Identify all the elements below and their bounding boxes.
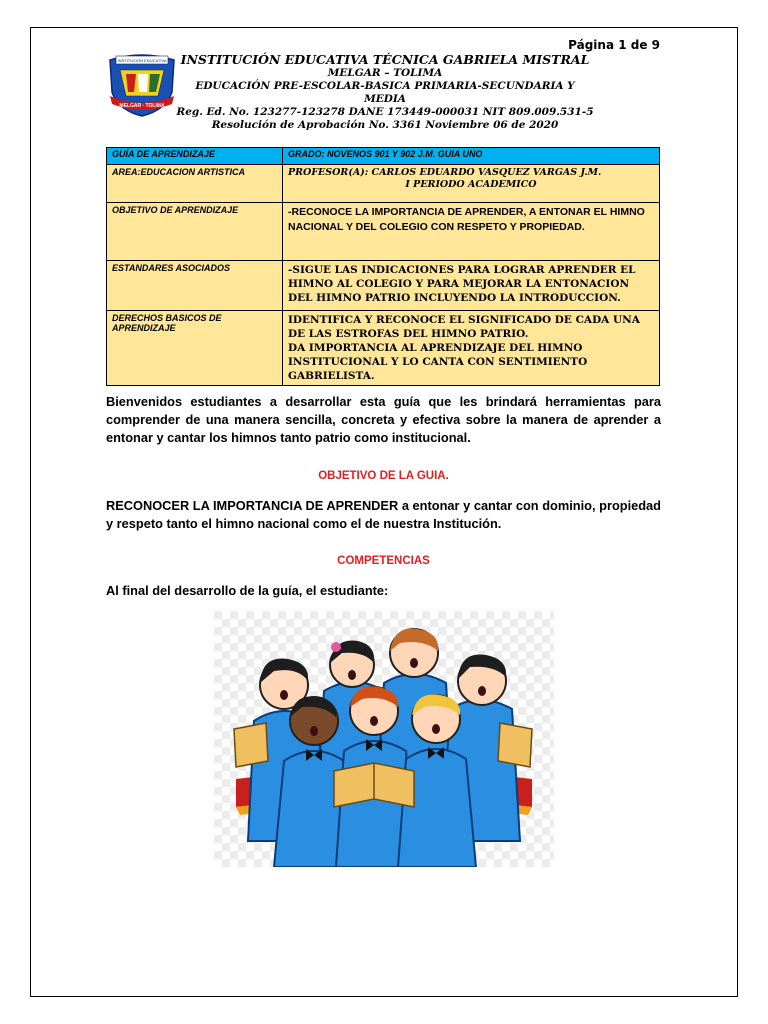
institution-registration: Reg. Ed. No. 123277-123278 DANE 173449-000031 NIT 809.009.531-5 — [176, 106, 594, 118]
guide-info-table — [106, 147, 660, 386]
rights-line-2: DA IMPORTANCIA AL APRENDIZAJE DEL HIMNO INSTITUCIONAL Y LO CANTA CON SENTIMIENTO GABRIELISTA. — [288, 342, 588, 382]
table-row-objective — [107, 203, 660, 261]
logo-top-text: INSTITUCION EDUCATIVA — [117, 58, 167, 63]
objective-label: OBJETIVO DE APRENDIZAJE — [107, 203, 283, 261]
rights-value — [283, 311, 660, 386]
rights-line-1: IDENTIFICA Y RECONOCE EL SIGNIFICADO DE CADA UNA DE LAS ESTROFAS DEL HIMNO PATRIO. — [288, 314, 640, 340]
table-row-rights — [107, 311, 660, 386]
school-crest-logo — [106, 52, 178, 118]
intro-paragraph: Bienvenidos estudiantes a desarrollar esta guía que les brindará herramientas para comprender de una manera sencilla, concreta y efectiva sobre la manera de aprender a entonar y cantar los himnos tanto patrio como institucional. — [106, 394, 661, 445]
institution-city: MELGAR – TOLIMA — [327, 67, 443, 79]
objective-paragraph: RECONOCER LA IMPORTANCIA DE APRENDER a entonar y cantar con dominio, propiedad y respeto tanto el himno nacional como el de nuestra Institución. — [106, 498, 661, 531]
academic-period: I PERIODO ACADEMICO — [405, 179, 537, 190]
area-label: AREA:EDUCACION ARTISTICA — [107, 165, 283, 203]
competencias-heading: COMPETENCIAS — [337, 555, 430, 567]
children-choir-illustration — [214, 611, 554, 867]
institution-name: INSTITUCIÓN EDUCATIVA TÉCNICA GABRIELA MISTRAL — [180, 52, 590, 67]
teacher-value — [283, 165, 660, 203]
objective-value: -RECONOCE LA IMPORTANCIA DE APRENDER, A ENTONAR EL HIMNO NACIONAL Y DEL COLEGIO CON RESPETO Y PROPIEDAD. — [283, 203, 660, 261]
guide-label: GUÍA DE APRENDIZAJE — [107, 148, 283, 165]
teacher-name: PROFESOR(A): CARLOS EDUARDO VASQUEZ VARGAS J.M. — [288, 167, 602, 178]
document-header — [175, 53, 595, 132]
table-row-standards — [107, 261, 660, 311]
rights-label: DERECHOS BASICOS DE APRENDIZAJE — [107, 311, 283, 386]
table-row-area — [107, 165, 660, 203]
grade-value: GRADO: NOVENOS 901 Y 902 J.M. GUIA UNO — [283, 148, 660, 165]
standards-value: -SIGUE LAS INDICACIONES PARA LOGRAR APRENDER EL HIMNO AL COLEGIO Y PARA MEJORAR LA ENTONACION DEL HIMNO PATRIO INCLUYENDO LA INTRODUCCION. — [283, 261, 660, 311]
table-row-guide — [107, 148, 660, 165]
logo-bottom-text: MELGAR · TOLIMA — [119, 103, 165, 109]
institution-levels: EDUCACIÓN PRE-ESCOLAR-BASICA PRIMARIA-SECUNDARIA Y MEDIA — [195, 80, 575, 105]
institution-resolution: Resolución de Aprobación No. 3361 Noviembre 06 de 2020 — [211, 119, 559, 131]
objective-heading: OBJETIVO DE LA GUIA. — [318, 470, 449, 482]
competencias-intro: Al final del desarrollo de la guía, el estudiante: — [106, 583, 389, 598]
page-number: Página 1 de 9 — [568, 38, 660, 52]
standards-label: ESTANDARES ASOCIADOS — [107, 261, 283, 311]
